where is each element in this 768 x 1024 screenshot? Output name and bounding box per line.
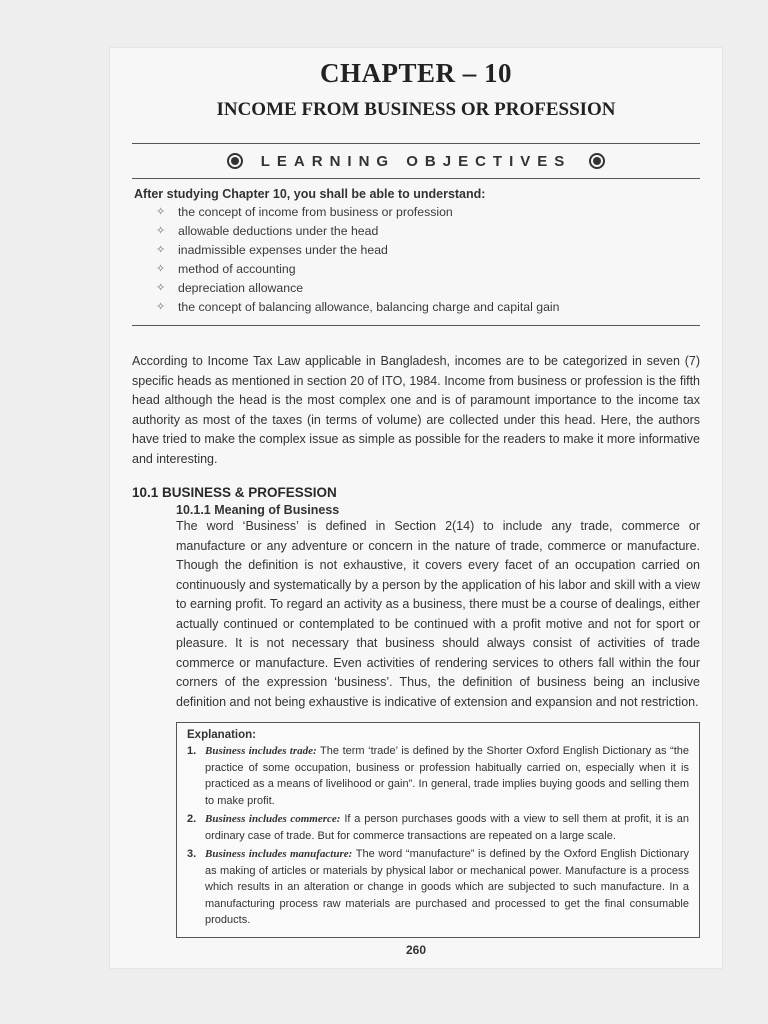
business-paragraph: The word ‘Business’ is defined in Section 2(14) to include any trade, commerce or manufacture or any adventure or concern in the nature of trade, commerce or manufacture. Though the definition is not exhaustive, it covers every facet of an occupation carried on continuously and systematically by a person by the application of his labor and skill with a view to earning profit. To regard an activity as a business, there must be a course of dealings, either actually continued or contemplated to be continued with a profit motive and not for sport or pleasure. It is not necessary that business should always consist of activities of trade commerce or manufacture. Even activities of rendering services to others fall within the four corners of the expression ‘business’. Thus, the definition of business being an inclusive definition and not being exhaustive is indicative of extension and expansion and not restriction. <box>176 519 700 709</box>
diamond-bullet-icon: ✧ <box>156 282 166 294</box>
list-item: ✧ depreciation allowance <box>156 279 700 298</box>
objectives-intro: After studying Chapter 10, you shall be able to understand: <box>134 187 486 201</box>
list-item: ✧ the concept of balancing allowance, balancing charge and capital gain <box>156 298 700 317</box>
objectives-list <box>132 203 700 317</box>
list-item: ✧ method of accounting <box>156 260 700 279</box>
target-bullet-icon <box>589 153 605 169</box>
banner-divider <box>132 178 700 179</box>
book-page <box>110 48 722 968</box>
learning-objectives-heading: LEARNING OBJECTIVES <box>260 152 572 170</box>
page-number: 260 <box>405 943 427 957</box>
diamond-bullet-icon: ✧ <box>156 225 166 237</box>
diamond-bullet-icon: ✧ <box>156 263 166 275</box>
diamond-bullet-icon: ✧ <box>156 301 166 313</box>
intro-paragraph: According to Income Tax Law applicable in Bangladesh, incomes are to be categorized in seven (7) specific heads as mentioned in section 20 of ITO, 1984. Income from business or profession is the fifth head although the head is the most complex one and is of paramount importance to the income tax authority as most of the taxes (in terms of volume) are collected under this head. Here, the authors have tried to make the complex issue as simple as possible for the readers to make it more informative and interesting. <box>132 354 700 466</box>
subsection-heading: 10.1.1 Meaning of Business <box>176 503 340 517</box>
list-item: 2. Business includes commerce: If a person purchases goods with a view to sell them at profit, it is an ordinary case of trade. But for commerce transactions are repeated on a large scale. <box>187 813 689 842</box>
diamond-bullet-icon: ✧ <box>156 206 166 218</box>
list-item: ✧ the concept of income from business or profession <box>156 203 700 222</box>
chapter-number: CHAPTER – 10 <box>319 58 512 88</box>
list-item: 3. Business includes manufacture: The word “manufacture” is defined by the Oxford English Dictionary as making of articles or materials by physical labor or mechanical power. Manufacture is a process which results in an alteration or change in goods which are subjected to such manufacture. In a manufacturing process raw materials are purchased and processed to get the final consumable products. <box>187 848 689 926</box>
list-item: ✧ inadmissible expenses under the head <box>156 241 700 260</box>
chapter-title: INCOME FROM BUSINESS OR PROFESSION <box>216 99 616 120</box>
list-item: ✧ allowable deductions under the head <box>156 222 700 241</box>
explanation-box <box>176 722 700 938</box>
diamond-bullet-icon: ✧ <box>156 244 166 256</box>
target-bullet-icon <box>227 153 243 169</box>
list-item: 1. Business includes trade: The term ‘trade’ is defined by the Shorter Oxford English Dictionary as “the practice of some occupation, business or profession habitually carried on, especially when it is practiced as a means of livelihood or gain”. In general, trade implies buying goods and selling them to make profit. <box>187 745 689 807</box>
learning-objectives-banner <box>132 144 700 178</box>
page-content <box>132 58 700 938</box>
section-heading: 10.1 BUSINESS & PROFESSION <box>132 485 337 500</box>
explanation-title: Explanation: <box>187 729 257 741</box>
explanation-list <box>187 743 689 929</box>
